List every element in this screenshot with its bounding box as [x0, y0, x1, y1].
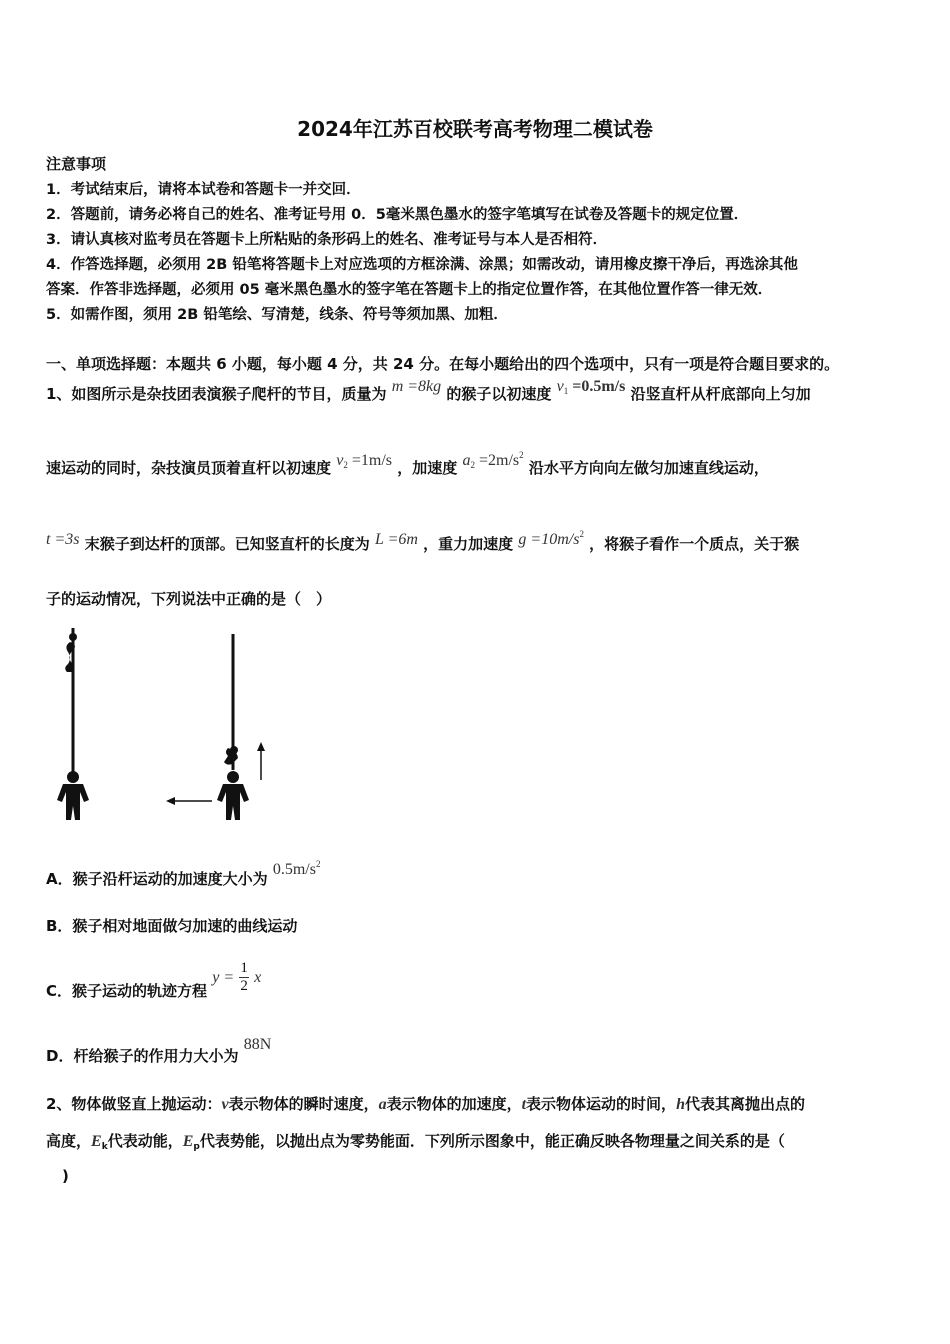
note-item: 2．答题前，请务必将自己的姓名、准考证号用 0．5毫米黑色墨水的签字笔填写在试卷及答题卡的规定位置． — [46, 207, 749, 223]
q1-line1: 1、如图所示是杂技团表演猴子爬杆的节目，质量为 m =8kg 的猴子以初速度 $v_1 =0.5m/s$ 沿竖直杆从杆底部向上匀加 — [46, 378, 811, 403]
q1-line2: 速运动的同时，杂技演员顶着直杆以初速度 $v_2 =1m/s$ ，加速度 $a_2 =2m/s^2$ 沿水平方向向左做匀加速直线运动， — [46, 450, 769, 477]
figure-initial-state — [57, 628, 89, 820]
figure-moving-state — [166, 634, 265, 820]
q2-line3: ) — [62, 1167, 69, 1185]
note-item: 答案．作答非选择题，必须用 05 毫米黑色墨水的签字笔在答题卡上的指定位置作答，在其他位置作答一律无效． — [46, 282, 773, 298]
page-title: 2024年江苏百校联考高考物理二模试卷 — [297, 117, 653, 141]
q1-line3: t =3s 末猴子到达杆的顶部。已知竖直杆的长度为 L =6m ，重力加速度 $g =10m/s^2$ ，将猴子看作一个质点，关于猴 — [46, 529, 800, 553]
q2-line2: 高度，$E_k$代表动能，$E_p$代表势能，以抛出点为零势能面．下列所示图象中，能正确反映各物理量之间关系的是（ — [46, 1132, 785, 1152]
option-d[interactable]: D．杆给猴子的作用力大小为 88N — [46, 1036, 272, 1065]
option-b[interactable]: B．猴子相对地面做匀加速的曲线运动 — [46, 917, 298, 935]
option-c[interactable]: C．猴子运动的轨迹方程 y = $\frac{1}{2}$ x — [46, 960, 262, 1000]
q2-line1: 2、物体做竖直上抛运动：v表示物体的瞬时速度，a表示物体的加速度，t表示物体运动的时间，h代表其离抛出点的 — [46, 1095, 805, 1113]
note-item: 3．请认真核对监考员在答题卡上所粘贴的条形码上的姓名、准考证号与本人是否相符． — [46, 232, 608, 248]
note-item: 1．考试结束后，请将本试卷和答题卡一并交回． — [46, 182, 361, 198]
note-item: 4．作答选择题，必须用 2B 铅笔将答题卡上对应选项的方框涂满、涂黑；如需改动，请用橡皮擦干净后，再选涂其他 — [46, 257, 798, 273]
notes-heading: 注意事项 — [46, 155, 107, 173]
monkey-pole-figure — [40, 620, 280, 830]
section-heading: 一、单项选择题：本题共 6 小题，每小题 4 分，共 24 分。在每小题给出的四个选项中，只有一项是符合题目要求的。 — [46, 355, 840, 373]
note-item: 5．如需作图，须用 2B 铅笔绘、写清楚，线条、符号等须加黑、加粗． — [46, 307, 508, 323]
option-a[interactable]: A．猴子沿杆运动的加速度大小为 $0.5m/s^2$ — [46, 859, 321, 888]
q1-line4: 子的运动情况，下列说法中正确的是（ ） — [46, 590, 332, 608]
